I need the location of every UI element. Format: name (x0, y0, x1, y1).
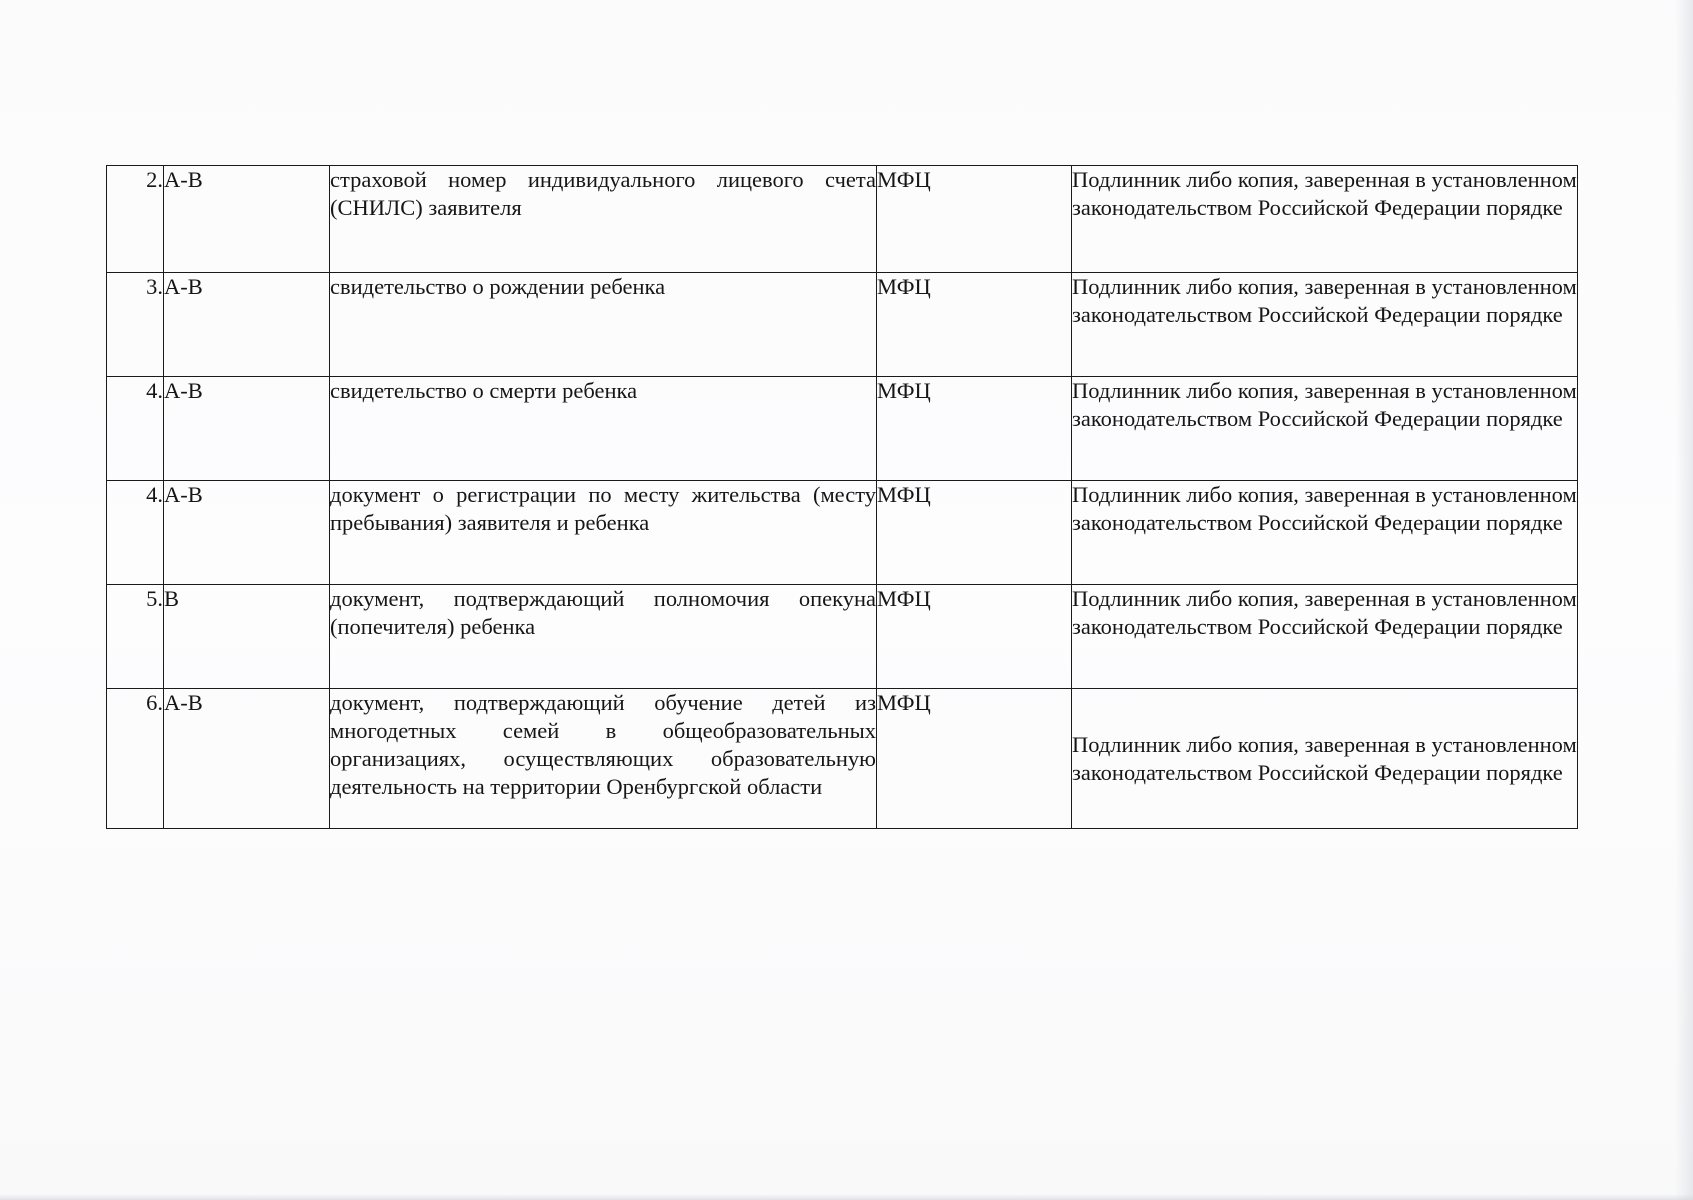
page-edge-shadow-bottom (0, 1194, 1693, 1200)
document-requirement: Подлинник либо копия, заверенная в установленном законодательством Российской Федерации порядке (1072, 166, 1578, 273)
applicant-category: А-В (164, 481, 330, 585)
receiving-organization: МФЦ (877, 377, 1072, 481)
document-name: документ, подтверждающий обучение детей из многодетных семей в общеобразовательных организациях, осуществляющих образовательную деятельность на территории Оренбургской области (330, 689, 877, 829)
applicant-category: А-В (164, 689, 330, 829)
document-requirement: Подлинник либо копия, заверенная в установленном законодательством Российской Федерации порядке (1072, 585, 1578, 689)
applicant-category: А-В (164, 166, 330, 273)
document-name: документ, подтверждающий полномочия опекуна (попечителя) ребенка (330, 585, 877, 689)
table-row (107, 273, 1578, 377)
receiving-organization: МФЦ (877, 585, 1072, 689)
row-number: 3. (107, 273, 164, 377)
receiving-organization: МФЦ (877, 273, 1072, 377)
applicant-category: А-В (164, 273, 330, 377)
applicant-category: А-В (164, 377, 330, 481)
table-row (107, 166, 1578, 273)
table-row (107, 689, 1578, 829)
document-name: страховой номер индивидуального лицевого счета (СНИЛС) заявителя (330, 166, 877, 273)
document-name: документ о регистрации по месту жительства (месту пребывания) заявителя и ребенка (330, 481, 877, 585)
row-number: 4. (107, 377, 164, 481)
applicant-category: В (164, 585, 330, 689)
receiving-organization: МФЦ (877, 166, 1072, 273)
document-requirement: Подлинник либо копия, заверенная в установленном законодательством Российской Федерации порядке (1072, 377, 1578, 481)
document-requirement: Подлинник либо копия, заверенная в установленном законодательством Российской Федерации порядке (1072, 689, 1578, 829)
document-requirement: Подлинник либо копия, заверенная в установленном законодательством Российской Федерации порядке (1072, 481, 1578, 585)
table-row (107, 377, 1578, 481)
row-number: 4. (107, 481, 164, 585)
documents-table (106, 165, 1578, 829)
document-name: свидетельство о смерти ребенка (330, 377, 877, 481)
row-number: 6. (107, 689, 164, 829)
receiving-organization: МФЦ (877, 481, 1072, 585)
row-number: 5. (107, 585, 164, 689)
table-row (107, 585, 1578, 689)
receiving-organization: МФЦ (877, 689, 1072, 829)
page-edge-shadow-right (1675, 0, 1693, 1200)
document-requirement: Подлинник либо копия, заверенная в установленном законодательством Российской Федерации порядке (1072, 273, 1578, 377)
document-name: свидетельство о рождении ребенка (330, 273, 877, 377)
table-row (107, 481, 1578, 585)
row-number: 2. (107, 166, 164, 273)
